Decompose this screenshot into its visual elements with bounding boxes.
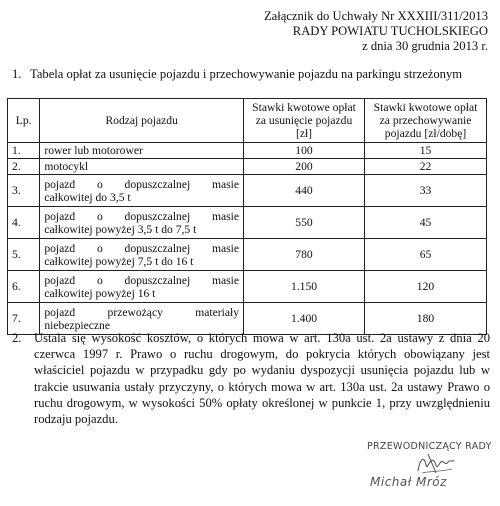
vehicle-type-line-1: pojazd o dopuszczalnej masie	[44, 209, 239, 223]
cell-removal-fee: 440	[244, 175, 365, 207]
cell-vehicle-type	[40, 143, 244, 159]
section-1-title	[12, 67, 462, 82]
table-row	[8, 271, 487, 303]
header-attachment-line: Załącznik do Uchwały Nr XXXIII/311/2013	[263, 9, 488, 23]
vehicle-type-line-1: pojazd o dopuszczalnej masie	[44, 273, 239, 287]
section-2-number: 2.	[12, 331, 22, 345]
fee-table	[7, 98, 487, 335]
section-2-text: Ustala się wysokość kosztów, o których mowa w art. 130a ust. 2a ustawy z dnia 20 czerwca 1997 r. Prawo o ruchu drogowym, do pokrycia których obowiązany jest właściciel pojazdu w przypadku gdy po wydaniu dyspozycji usunięcia pojazdu lub w trakcie usuwania ustały przyczyny, o których mowa w art. 130a ust. 2a ustawy Prawo o ruchu drogowym, w wysokości 50% opłaty określonej w punkcie 1, przy uwzględnieniu rodzaju pojazdu.	[34, 331, 490, 427]
vehicle-type-line-1: pojazd o dopuszczalnej masie	[44, 241, 239, 255]
table-row	[8, 159, 487, 175]
table-row	[8, 175, 487, 207]
cell-storage-fee: 45	[365, 207, 487, 239]
cell-storage-fee: 65	[365, 239, 487, 271]
section-1-number: 1.	[12, 67, 22, 81]
cell-vehicle-type	[40, 239, 244, 271]
cell-lp: 1.	[8, 143, 40, 159]
cell-removal-fee: 200	[244, 159, 365, 175]
header-storage-fee: Stawki kwotowe opłat za przechowywanie pojazdu [zł/dobę]	[365, 99, 487, 143]
cell-removal-fee: 1.150	[244, 271, 365, 303]
vehicle-type-line-1: rower lub motorower	[44, 144, 143, 157]
header-date-line: z dnia 30 grudnia 2013 r.	[362, 39, 488, 53]
cell-storage-fee: 15	[365, 143, 487, 159]
cell-removal-fee: 1.400	[244, 303, 365, 335]
vehicle-type-line-2: całkowitej do 3,5 t	[44, 190, 131, 204]
cell-lp: 4.	[8, 207, 40, 239]
cell-lp: 5.	[8, 239, 40, 271]
vehicle-type-line-2: całkowitej powyżej 16 t	[44, 286, 156, 300]
signature-stamp-title: PRZEWODNICZĄCY RADY	[367, 441, 492, 452]
vehicle-type-line-2: całkowitej powyżej 3,5 t do 7,5 t	[44, 222, 197, 236]
header-removal-fee: Stawki kwotowe opłat za usunięcie pojazdu [zł]	[244, 99, 365, 143]
cell-vehicle-type	[40, 271, 244, 303]
document-header	[264, 9, 488, 54]
cell-removal-fee: 780	[244, 239, 365, 271]
cell-storage-fee: 180	[365, 303, 487, 335]
cell-storage-fee: 120	[365, 271, 487, 303]
header-vehicle-type: Rodzaj pojazdu	[40, 99, 244, 143]
section-2	[12, 330, 490, 427]
vehicle-type-line-1: motocykl	[44, 160, 89, 173]
table-row	[8, 239, 487, 271]
cell-storage-fee: 22	[365, 159, 487, 175]
cell-lp: 2.	[8, 159, 40, 175]
vehicle-type-line-1: pojazd przewożący materiały	[44, 305, 239, 319]
cell-removal-fee: 100	[244, 143, 365, 159]
table-body	[8, 143, 487, 335]
cell-lp: 3.	[8, 175, 40, 207]
vehicle-type-line-2: całkowitej powyżej 7,5 t do 16 t	[44, 254, 194, 268]
cell-removal-fee: 550	[244, 207, 365, 239]
signatory-name: Michał Mróz	[370, 475, 447, 489]
cell-vehicle-type	[40, 175, 244, 207]
header-lp: Lp.	[8, 99, 40, 143]
cell-vehicle-type	[40, 159, 244, 175]
cell-vehicle-type	[40, 207, 244, 239]
handwritten-signature	[414, 451, 456, 477]
table-row	[8, 143, 487, 159]
vehicle-type-line-2: niebezpieczne	[44, 318, 110, 332]
vehicle-type-line-1: pojazd o dopuszczalnej masie	[44, 177, 239, 191]
cell-storage-fee: 33	[365, 175, 487, 207]
cell-lp: 6.	[8, 271, 40, 303]
header-council-line: RADY POWIATU TUCHOLSKIEGO	[292, 24, 488, 38]
cell-lp: 7.	[8, 303, 40, 335]
table-header-row	[8, 99, 487, 143]
section-1-text: Tabela opłat za usunięcie pojazdu i przechowywanie pojazdu na parkingu strzeżonym	[30, 67, 463, 81]
table-row	[8, 207, 487, 239]
